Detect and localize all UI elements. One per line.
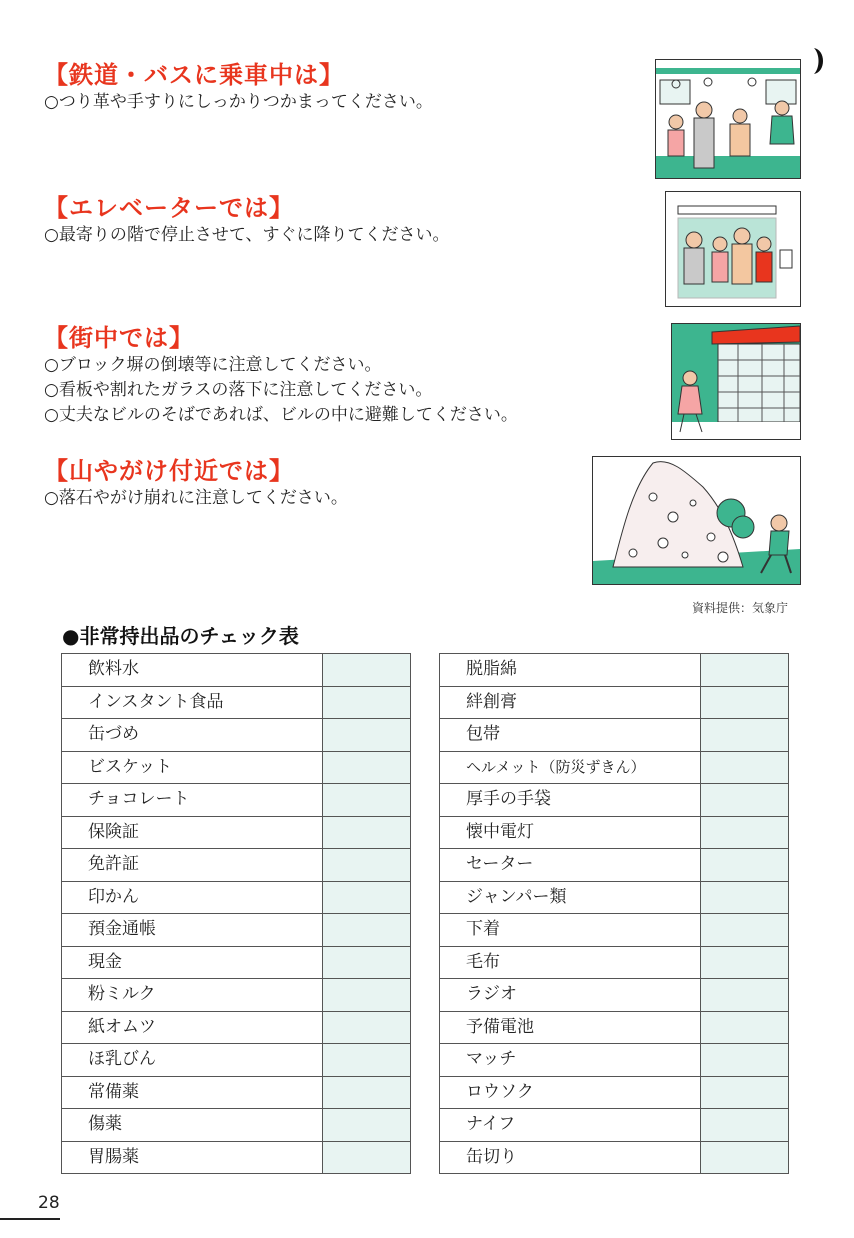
table-row bbox=[62, 686, 411, 719]
page-number: 28 bbox=[38, 1193, 60, 1213]
table-row bbox=[440, 816, 789, 849]
item-name: 脱脂綿 bbox=[440, 654, 701, 687]
item-name: 下着 bbox=[440, 914, 701, 947]
table-row bbox=[62, 1076, 411, 1109]
check-cell[interactable] bbox=[701, 849, 789, 882]
table-row bbox=[62, 654, 411, 687]
item-name: セーター bbox=[440, 849, 701, 882]
check-cell[interactable] bbox=[701, 686, 789, 719]
check-cell[interactable] bbox=[701, 719, 789, 752]
check-cell[interactable] bbox=[701, 1141, 789, 1174]
section-item: ○最寄りの階で停止させて、すぐに降りてください。 bbox=[44, 225, 450, 245]
check-cell[interactable] bbox=[701, 881, 789, 914]
table-row bbox=[440, 946, 789, 979]
table-row bbox=[62, 914, 411, 947]
item-name: 厚手の手袋 bbox=[440, 784, 701, 817]
check-cell[interactable] bbox=[323, 751, 411, 784]
section-title: 【街中では】 bbox=[44, 324, 194, 352]
table-row bbox=[62, 881, 411, 914]
item-name: 現金 bbox=[62, 946, 323, 979]
check-cell[interactable] bbox=[701, 1076, 789, 1109]
checklist-table-left bbox=[61, 653, 411, 1174]
table-row bbox=[440, 979, 789, 1012]
item-name: 毛布 bbox=[440, 946, 701, 979]
table-row bbox=[62, 849, 411, 882]
check-cell[interactable] bbox=[701, 751, 789, 784]
crescent-decoration bbox=[812, 46, 830, 76]
item-name: チョコレート bbox=[62, 784, 323, 817]
item-name: 懐中電灯 bbox=[440, 816, 701, 849]
check-cell[interactable] bbox=[701, 1109, 789, 1142]
check-cell[interactable] bbox=[323, 1076, 411, 1109]
item-name: 胃腸薬 bbox=[62, 1141, 323, 1174]
table-row bbox=[62, 946, 411, 979]
check-cell[interactable] bbox=[701, 654, 789, 687]
item-name: ビスケット bbox=[62, 751, 323, 784]
item-name: インスタント食品 bbox=[62, 686, 323, 719]
item-name: ラジオ bbox=[440, 979, 701, 1012]
section-item: ○ブロック塀の倒壊等に注意してください。 bbox=[44, 355, 382, 375]
check-cell[interactable] bbox=[323, 1141, 411, 1174]
table-row bbox=[62, 784, 411, 817]
table-row bbox=[440, 751, 789, 784]
check-cell[interactable] bbox=[701, 979, 789, 1012]
table-row bbox=[62, 1141, 411, 1174]
item-name: 免許証 bbox=[62, 849, 323, 882]
check-cell[interactable] bbox=[323, 654, 411, 687]
section-item: ○看板や割れたガラスの落下に注意してください。 bbox=[44, 380, 433, 400]
item-name: 予備電池 bbox=[440, 1011, 701, 1044]
item-name: 缶づめ bbox=[62, 719, 323, 752]
item-name: 包帯 bbox=[440, 719, 701, 752]
rockfall-illustration bbox=[592, 456, 801, 585]
street-illustration bbox=[671, 323, 801, 440]
item-name: 傷薬 bbox=[62, 1109, 323, 1142]
check-cell[interactable] bbox=[701, 816, 789, 849]
item-name: 紙オムツ bbox=[62, 1011, 323, 1044]
check-cell[interactable] bbox=[701, 1044, 789, 1077]
item-name: 缶切り bbox=[440, 1141, 701, 1174]
check-cell[interactable] bbox=[323, 784, 411, 817]
check-cell[interactable] bbox=[701, 1011, 789, 1044]
section-title: 【エレベーターでは】 bbox=[44, 194, 294, 222]
section-street bbox=[44, 323, 518, 428]
table-row bbox=[440, 1141, 789, 1174]
check-cell[interactable] bbox=[701, 914, 789, 947]
checklist-table-right bbox=[439, 653, 789, 1174]
check-cell[interactable] bbox=[323, 816, 411, 849]
check-cell[interactable] bbox=[323, 849, 411, 882]
check-cell[interactable] bbox=[323, 1109, 411, 1142]
table-row bbox=[440, 881, 789, 914]
table-row bbox=[440, 784, 789, 817]
section-title: 【鉄道・バスに乗車中は】 bbox=[44, 61, 344, 89]
item-name: 預金通帳 bbox=[62, 914, 323, 947]
item-name: 常備薬 bbox=[62, 1076, 323, 1109]
section-item: ○丈夫なビルのそばであれば、ビルの中に避難してください。 bbox=[44, 405, 518, 425]
check-cell[interactable] bbox=[323, 1011, 411, 1044]
item-name: 粉ミルク bbox=[62, 979, 323, 1012]
table-row bbox=[440, 719, 789, 752]
item-name: ジャンパー類 bbox=[440, 881, 701, 914]
check-cell[interactable] bbox=[701, 946, 789, 979]
table-row bbox=[62, 719, 411, 752]
check-cell[interactable] bbox=[323, 946, 411, 979]
item-name: 保険証 bbox=[62, 816, 323, 849]
table-row bbox=[440, 686, 789, 719]
check-cell[interactable] bbox=[323, 881, 411, 914]
item-name: 印かん bbox=[62, 881, 323, 914]
check-cell[interactable] bbox=[323, 914, 411, 947]
table-row bbox=[440, 1044, 789, 1077]
item-name: ナイフ bbox=[440, 1109, 701, 1142]
section-title: 【山やがけ付近では】 bbox=[44, 457, 294, 485]
section-train-bus bbox=[44, 60, 433, 115]
item-name: ロウソク bbox=[440, 1076, 701, 1109]
checklist-title: ●非常持出品のチェック表 bbox=[62, 624, 299, 648]
item-name: 飲料水 bbox=[62, 654, 323, 687]
table-row bbox=[440, 1011, 789, 1044]
item-name: マッチ bbox=[440, 1044, 701, 1077]
item-name: 絆創膏 bbox=[440, 686, 701, 719]
source-credit: 資料提供：気象庁 bbox=[692, 601, 789, 615]
table-row bbox=[62, 1044, 411, 1077]
table-row bbox=[440, 1076, 789, 1109]
section-item: ○落石やがけ崩れに注意してください。 bbox=[44, 488, 348, 508]
check-cell[interactable] bbox=[323, 686, 411, 719]
section-item: ○つり革や手すりにしっかりつかまってください。 bbox=[44, 92, 433, 112]
table-row bbox=[62, 979, 411, 1012]
table-row bbox=[62, 816, 411, 849]
check-cell[interactable] bbox=[323, 1044, 411, 1077]
page-number-rule bbox=[0, 1218, 60, 1220]
table-row bbox=[440, 849, 789, 882]
elevator-illustration bbox=[665, 191, 801, 307]
table-row bbox=[62, 1109, 411, 1142]
check-cell[interactable] bbox=[323, 719, 411, 752]
table-row bbox=[440, 654, 789, 687]
section-mountain bbox=[44, 456, 348, 511]
check-cell[interactable] bbox=[701, 784, 789, 817]
section-elevator bbox=[44, 193, 450, 248]
table-row bbox=[62, 1011, 411, 1044]
table-row bbox=[62, 751, 411, 784]
train-illustration bbox=[655, 59, 801, 179]
item-name: ほ乳びん bbox=[62, 1044, 323, 1077]
table-row bbox=[440, 1109, 789, 1142]
check-cell[interactable] bbox=[323, 979, 411, 1012]
table-row bbox=[440, 914, 789, 947]
item-name: ヘルメット（防災ずきん） bbox=[440, 751, 701, 784]
